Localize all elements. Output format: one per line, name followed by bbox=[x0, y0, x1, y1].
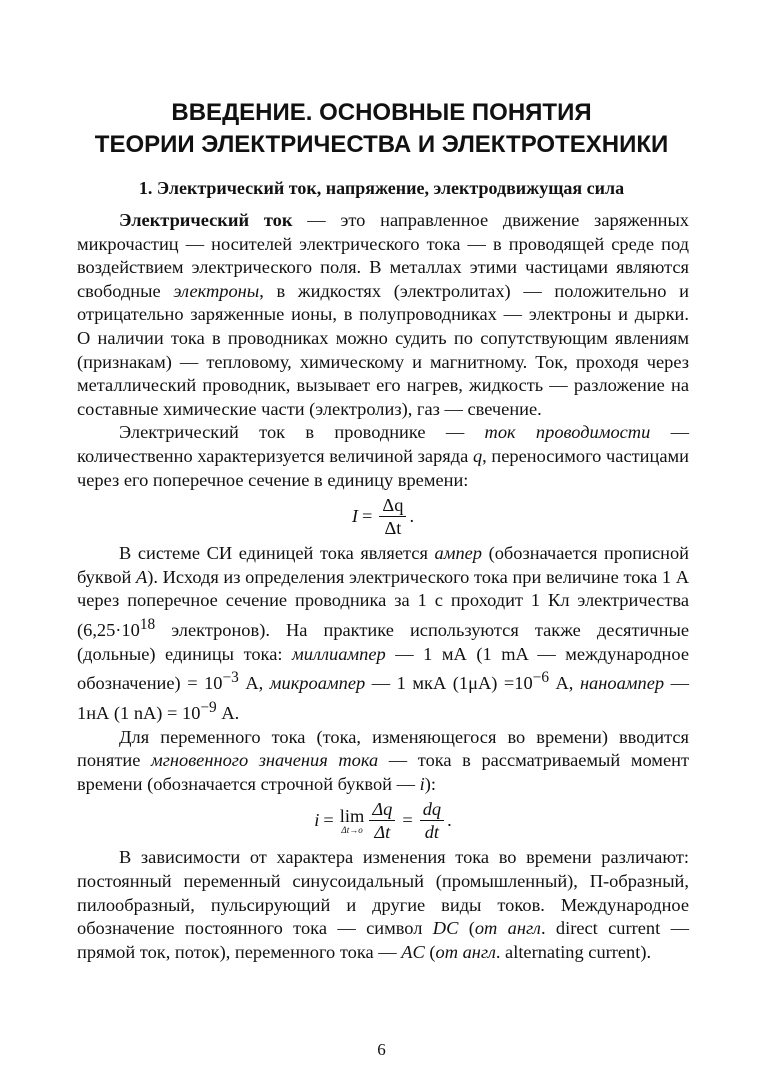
text-run: Электрический ток в проводнике — bbox=[119, 422, 485, 443]
superscript: −6 bbox=[532, 669, 549, 687]
italic-symbol: AC bbox=[401, 941, 425, 962]
italic-symbol: А bbox=[136, 566, 148, 587]
text-run: ). Исходя из определения электрического тока при величине тока 1 А через поперечное сечение проводника за 1 с проходит 1 Кл электричества (6,25·10 bbox=[77, 566, 689, 641]
chapter-title bbox=[0, 97, 763, 161]
italic-term: электроны bbox=[173, 280, 260, 301]
text-run: — тока в рассматриваемый момент времени (обозначается строчной буквой — bbox=[77, 750, 689, 794]
formula-limit bbox=[340, 806, 365, 835]
italic-abbrev: от англ bbox=[435, 941, 496, 962]
text-run: Для переменного тока (тока, изменяющегося во времени) вводится понятие bbox=[77, 726, 689, 771]
formula-equals: = bbox=[323, 810, 334, 831]
text-run: — 1нА (1 nA) = 10 bbox=[77, 673, 689, 724]
formula-period: . bbox=[447, 810, 452, 831]
text-run: В зависимости от характера изменения тока во времени различают: постоянный переменный синусоидальный (промышленный), П-образный, пилообразный, пульсирующий и другие виды токов. Международное обозначение постоянного тока — символ bbox=[77, 847, 689, 939]
formula-current-definition bbox=[77, 494, 689, 539]
text-run: . alternating current). bbox=[495, 941, 652, 962]
fraction-denominator: Δt bbox=[384, 518, 402, 539]
superscript: 18 bbox=[139, 615, 156, 633]
italic-symbol: DC bbox=[432, 918, 459, 939]
text-run: — 1 мА (1 mA — международное обозначение) = 10 bbox=[77, 643, 689, 694]
paragraph-1 bbox=[77, 209, 689, 421]
italic-term: миллиампер bbox=[292, 643, 386, 664]
text-run: — количественно характеризуется величиной заряда bbox=[77, 422, 689, 466]
formula-equals: = bbox=[362, 505, 373, 526]
text-run: — это направленное движение заряженных микрочастиц — носителей электрического тока — в проводящей среде под воздействием электрического поля. В металлах этими частицами являются свободные bbox=[77, 210, 690, 301]
fraction-denominator: Δt bbox=[374, 822, 391, 843]
paragraph-3 bbox=[77, 542, 689, 726]
text-run: А, bbox=[238, 673, 270, 694]
text-run: , переносимого частицами через его поперечное сечение в единицу времени: bbox=[77, 445, 689, 490]
italic-term: ампер bbox=[434, 543, 483, 564]
superscript: −9 bbox=[200, 698, 217, 716]
formula-instantaneous-current bbox=[77, 798, 689, 843]
text-run: А, bbox=[548, 673, 580, 694]
text-run: ( bbox=[424, 941, 436, 962]
formula-period: . bbox=[409, 505, 415, 526]
paragraph-2 bbox=[77, 421, 689, 492]
italic-symbol: q bbox=[472, 445, 483, 466]
fraction-denominator: dt bbox=[424, 822, 440, 843]
paragraph-4 bbox=[77, 726, 689, 797]
text-run: А. bbox=[216, 703, 240, 724]
body-text bbox=[77, 209, 689, 964]
paragraph-5 bbox=[77, 846, 689, 964]
fraction-numerator: Δq bbox=[369, 798, 395, 821]
text-run: В системе СИ единицей тока является bbox=[119, 543, 435, 564]
formula-symbol: i bbox=[314, 810, 320, 831]
formula-equals: = bbox=[402, 810, 413, 831]
text-run: (обозначается прописной буквой bbox=[77, 543, 689, 587]
term-electric-current: Электрический ток bbox=[119, 210, 293, 230]
italic-term: мгновенного значения тока bbox=[150, 750, 379, 771]
section-title: 1. Электрический ток, напряжение, электродвижущая сила bbox=[138, 178, 625, 198]
italic-abbrev: от англ bbox=[474, 918, 541, 939]
text-run: ): bbox=[424, 773, 436, 794]
limit-operator: lim bbox=[339, 806, 365, 827]
page-number: 6 bbox=[377, 1040, 386, 1059]
formula-fraction bbox=[420, 798, 444, 843]
superscript: −3 bbox=[222, 669, 239, 687]
fraction-numerator: dq bbox=[420, 798, 444, 821]
limit-subscript: Δt→o bbox=[341, 825, 363, 836]
italic-term: наноампер bbox=[579, 673, 665, 694]
text-run: ( bbox=[458, 918, 475, 939]
chapter-title-line-2: ТЕОРИИ ЭЛЕКТРИЧЕСТВА И ЭЛЕКТРОТЕХНИКИ bbox=[94, 131, 669, 158]
formula-fraction bbox=[369, 798, 395, 843]
italic-term: микроампер bbox=[269, 673, 366, 694]
formula-fraction bbox=[379, 494, 406, 539]
fraction-numerator: Δq bbox=[379, 494, 406, 517]
text-run: электронов). На практике используются также десятичные (дольные) единицы тока: bbox=[77, 620, 689, 664]
italic-symbol: i bbox=[419, 773, 425, 794]
chapter-title-line-1: ВВЕДЕНИЕ. ОСНОВНЫЕ ПОНЯТИЯ bbox=[171, 99, 592, 126]
text-run: — 1 мкА (1μA) =10 bbox=[365, 673, 533, 694]
formula-symbol: I bbox=[351, 505, 359, 526]
text-run: , в жидкостях (электролитах) — положительно и отрицательно заряженные ионы, в полупроводниках — электроны и дырки. О наличии тока в проводниках можно судить по сопутствующим явлениям (признакам) — тепловому, химическому и магнитному. Ток, проходя через металлический проводник, вызывает его нагрев, жидкость — разложение на составные химические части (электролиз), газ — свечение. bbox=[77, 280, 689, 419]
text-run: . direct current — прямой ток, поток), переменного тока — bbox=[77, 918, 689, 962]
italic-term: ток проводимости bbox=[484, 422, 651, 443]
